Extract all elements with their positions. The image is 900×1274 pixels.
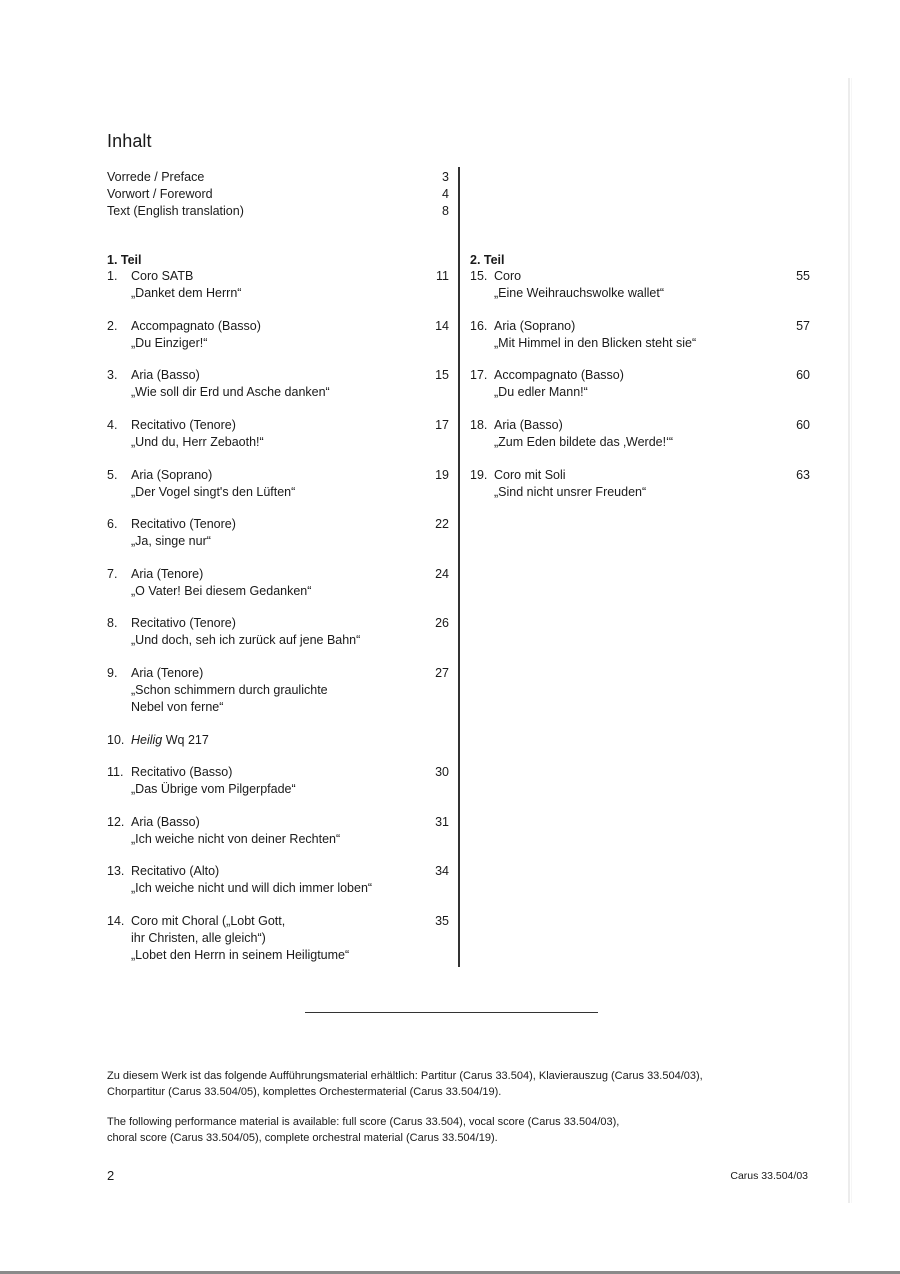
entry-line: Recitativo (Tenore) [131, 418, 236, 432]
performance-material-note-english [107, 1114, 787, 1146]
entry-page: 60 [796, 368, 810, 382]
entry-line: „Das Übrige vom Pilgerpfade“ [131, 782, 296, 796]
entry-page: 22 [435, 517, 449, 531]
entry-line: Recitativo (Tenore) [131, 517, 236, 531]
entry-line: Aria (Soprano) [131, 468, 213, 482]
entry-line: „Zum Eden bildete das ‚Werde!‘“ [494, 435, 674, 449]
entry-number: 11. [107, 765, 124, 779]
entry-line: ihr Christen, alle gleich“) [131, 931, 266, 945]
entry-number: 19. [470, 468, 488, 482]
entry-line: Coro mit Choral („Lobt Gott, [131, 914, 286, 928]
entry-text [131, 417, 264, 451]
front-matter-label: Text (English translation) [107, 204, 244, 218]
entry-number: 12. [107, 815, 125, 829]
entry-line: Aria (Soprano) [494, 319, 576, 333]
entry-line: Recitativo (Tenore) [131, 616, 236, 630]
entry-number: 10. [107, 733, 125, 747]
front-matter-page: 8 [442, 204, 449, 218]
entry-number: 18. [470, 418, 488, 432]
entry-line: „Ich weiche nicht und will dich immer loben“ [131, 881, 373, 895]
entry-text [131, 764, 296, 798]
entry-page: 26 [435, 616, 449, 630]
entry-line: Aria (Basso) [131, 815, 200, 829]
entry-line: Recitativo (Basso) [131, 765, 233, 779]
entry-text [131, 367, 330, 401]
entry-line: Coro SATB [131, 269, 194, 283]
entry-text [494, 268, 664, 302]
entry-line: Coro mit Soli [494, 468, 566, 482]
entry-page: 57 [796, 319, 810, 333]
entry-page: 63 [796, 468, 810, 482]
entry-text [494, 467, 646, 501]
entry-number: 16. [470, 319, 488, 333]
entry-line: „Mit Himmel in den Blicken steht sie“ [494, 336, 697, 350]
note-line: choral score (Carus 33.504/05), complete orchestral material (Carus 33.504/19). [107, 1132, 498, 1144]
entry-number: 9. [107, 666, 118, 680]
entry-page: 24 [435, 567, 449, 581]
horizontal-separator [305, 1012, 598, 1013]
entry-line: „Ja, singe nur“ [131, 534, 211, 548]
entry-page: 35 [435, 914, 449, 928]
entry-line: „Du Einziger!“ [131, 336, 208, 350]
entry-catalog-ref: Wq 217 [162, 733, 209, 747]
entry-number: 17. [470, 368, 488, 382]
entry-page: 11 [436, 269, 449, 283]
entry-line: Accompagnato (Basso) [131, 319, 261, 333]
entry-number: 6. [107, 517, 118, 531]
page-title: Inhalt [107, 131, 152, 151]
entry-line: Aria (Basso) [131, 368, 200, 382]
entry-page: 14 [435, 319, 449, 333]
entry-page: 27 [435, 666, 449, 680]
entry-line: „Danket dem Herrn“ [131, 286, 242, 300]
entry-text [131, 615, 360, 649]
entry-text [494, 318, 696, 352]
front-matter-label: Vorrede / Preface [107, 170, 205, 184]
front-matter-label: Vorwort / Foreword [107, 187, 213, 201]
entry-line: „Schon schimmern durch graulichte [131, 683, 328, 697]
note-line: Chorpartitur (Carus 33.504/05), komplettes Orchestermaterial (Carus 33.504/19). [107, 1086, 502, 1098]
front-matter-page: 4 [442, 187, 449, 201]
page-number: 2 [107, 1168, 115, 1183]
entry-number: 14. [107, 914, 125, 928]
entry-page: 60 [796, 418, 810, 432]
entry-page: 17 [435, 418, 449, 432]
part2-heading: 2. Teil [470, 253, 505, 267]
entry-line: Nebel von ferne“ [131, 700, 224, 714]
entry-line: Accompagnato (Basso) [494, 368, 624, 382]
entry-text [131, 268, 241, 302]
catalog-number: Carus 33.504/03 [730, 1170, 808, 1182]
entry-text [131, 732, 209, 749]
entry-number: 15. [470, 269, 488, 283]
entry-line: „Und du, Herr Zebaoth!“ [131, 435, 264, 449]
entry-text [131, 318, 261, 352]
entry-line: „Ich weiche nicht von deiner Rechten“ [131, 832, 341, 846]
column-divider [458, 167, 460, 967]
entry-text [131, 814, 340, 848]
entry-text [494, 367, 624, 401]
entry-text [494, 417, 673, 451]
entry-line: „Der Vogel singt's den Lüften“ [131, 485, 296, 499]
entry-page: 30 [435, 765, 449, 779]
entry-number: 4. [107, 418, 118, 432]
note-line: Zu diesem Werk ist das folgende Aufführungsmaterial erhältlich: Partitur (Carus 33.504), Klavierauszug (Carus 33.504/03), [107, 1070, 703, 1082]
entry-text [131, 913, 349, 964]
entry-text [131, 566, 311, 600]
entry-number: 13. [107, 864, 125, 878]
performance-material-note-german [107, 1068, 787, 1100]
entry-page: 34 [435, 864, 449, 878]
entry-number: 8. [107, 616, 118, 630]
entry-line: „Eine Weihrauchswolke wallet“ [494, 286, 664, 300]
page-edge-highlight [851, 78, 852, 1203]
entry-line: „O Vater! Bei diesem Gedanken“ [131, 584, 312, 598]
entry-line: Aria (Basso) [494, 418, 563, 432]
entry-line: „Sind nicht unsrer Freuden“ [494, 485, 647, 499]
front-matter-page: 3 [442, 170, 449, 184]
entry-line: Recitativo (Alto) [131, 864, 220, 878]
entry-number: 7. [107, 567, 118, 581]
part1-heading: 1. Teil [107, 253, 142, 267]
page-edge-shadow [848, 78, 850, 1203]
entry-text [131, 516, 236, 550]
entry-page: 15 [435, 368, 449, 382]
entry-number: 5. [107, 468, 118, 482]
entry-line: Coro [494, 269, 522, 283]
entry-italic-title: Heilig [131, 733, 163, 747]
entry-line: „Und doch, seh ich zurück auf jene Bahn“ [131, 633, 361, 647]
entry-text [131, 863, 372, 897]
entry-text [131, 467, 295, 501]
entry-number: 1. [107, 269, 118, 283]
entry-line: Aria (Tenore) [131, 666, 204, 680]
entry-page: 55 [796, 269, 810, 283]
entry-line [131, 732, 209, 749]
entry-line: Aria (Tenore) [131, 567, 204, 581]
entry-line: „Wie soll dir Erd und Asche danken“ [131, 385, 330, 399]
note-line: The following performance material is available: full score (Carus 33.504), vocal score (Carus 33.504/03), [107, 1116, 620, 1128]
entry-text [131, 665, 328, 716]
entry-line: „Lobet den Herrn in seinem Heiligtume“ [131, 948, 350, 962]
entry-line: „Du edler Mann!“ [494, 385, 588, 399]
entry-page: 31 [435, 815, 449, 829]
entry-number: 3. [107, 368, 118, 382]
entry-page: 19 [435, 468, 449, 482]
entry-number: 2. [107, 319, 118, 333]
